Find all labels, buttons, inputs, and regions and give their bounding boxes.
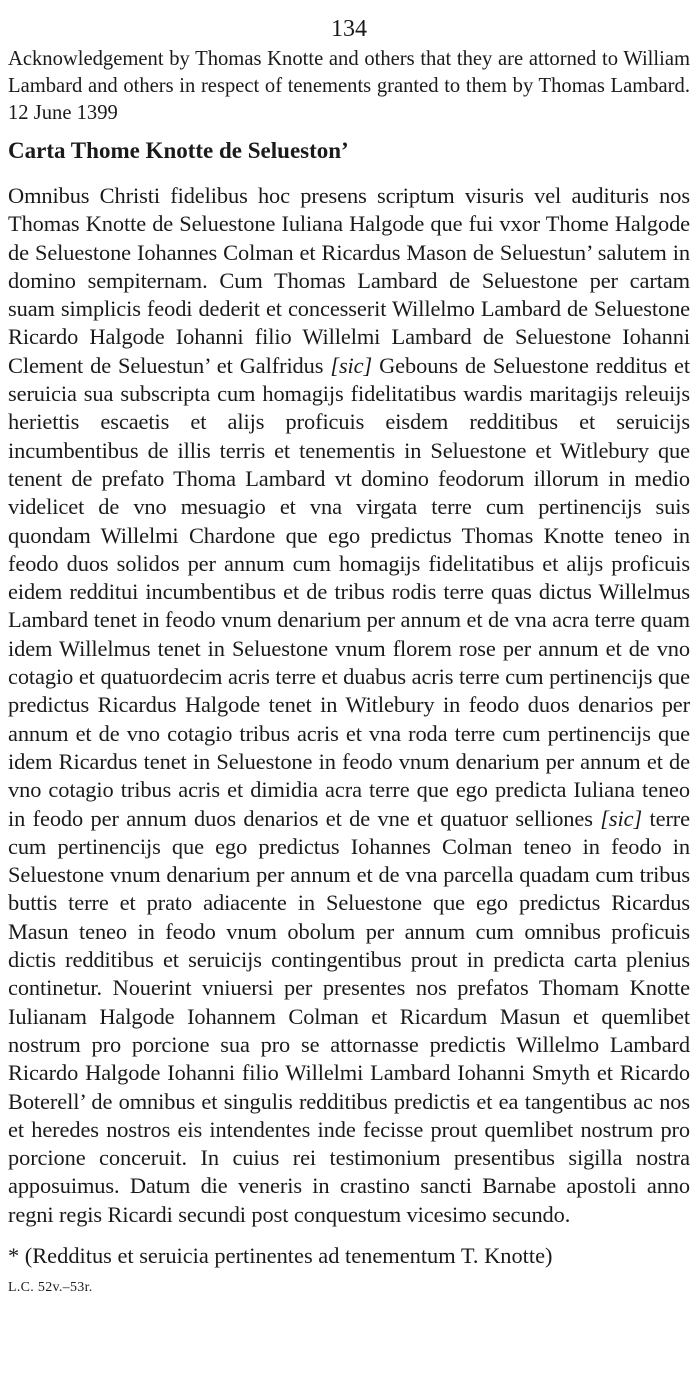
charter-text (8, 182, 690, 1229)
charter-text-part-2: Gebouns de Seluestone redditus et seruicia sua subscripta cum homagijs fidelitatibus wardis maritagijs releuijs heriettis escaetis et alijs proficuis eisdem redditibus et seruicijs incumbentibus de illis terris et tenementis in Seluestone et Witlebury que tenent de prefato Thoma Lambard vt domino feodorum illorum in medio videlicet de vno mesuagio et vna virgata terre cum pertinencijs suis quondam Willelmi Chardone que ego predictus Thomas Knotte teneo in feodo duos solidos per annum cum homagijs fidelitatibus et alijs proficuis eidem redditui incumbentibus et de tribus rodis terre quas dictus Willelmus Lambard tenet in feodo vnum denarium per annum et de vna acra terre quam idem Willelmus tenet in Seluestone vnum florem rose per annum et de vno cotagio et quatuordecim acris terre et duabus acris terre cum pertinencijs que predictus Ricardus Halgode tenet in Witlebury in feodo duos denarios per annum et de vno cotagio tribus acris et vna roda terre cum pertinencijs que idem Ricardus tenet in Seluestone in feodo vnum denarium per annum et de vno cotagio tribus acris et dimidia acra terre que ego predicta Iuliana teneo in feodo per annum duos denarios et de vne et quatuor selliones (8, 352, 691, 831)
charter-title: Carta Thome Knotte de Selueston’ (8, 138, 349, 163)
source-reference: L.C. 52v.–53r. (8, 1279, 93, 1295)
charter-text-part-1: Omnibus Christi fidelibus hoc presens scriptum visuris vel audituris nos Thomas Knotte de Seluestone Iuliana Halgode que fui vxor Thome Halgode de Seluestone Iohannes Colman et Ricardus Mason de Seluestun’ salutem in domino sempiternam. Cum Thomas Lambard de Seluestone per cartam suam simplicis feodi dederit et concesserit Willelmo Lambard de Seluestone Ricardo Halgode Iohanni filio Willelmi Lambard de Seluestone Iohanni Clement de Seluestun’ et Galfridus (8, 183, 690, 378)
page-number: 134 (331, 16, 367, 42)
marginal-note: * (Redditus et seruicia pertinentes ad tenementum T. Knotte) (8, 1242, 553, 1268)
charter-text-part-3: terre cum pertinencijs que ego predictus Iohannes Colman teneo in feodo in Seluestone vnum denarium per annum et de vna parcella quadam cum tribus buttis terre et prato adiacente in Seluestone que ego predictus Ricardus Masun teneo in feodo vnum obolum per annum cum omnibus proficuis dictis redditibus et seruicijs contingentibus prout in predicta carta plenius continetur. Nouerint vniuersi per presentes nos prefatos Thomam Knotte Iulianam Halgode Iohannem Colman et Ricardum Masun et quemlibet nostrum pro porcione sua pro se attornasse predictis Willelmo Lambard Ricardo Halgode Iohanni filio Willelmi Lambard Iohanni Smyth et Ricardo Boterell’ de omnibus et singulis redditibus predictis et ea tangentibus ac nos et heredes nostros eis intendentes inde fecisse prout quemlibet nostrum pro porcione conceruit. In cuius rei testimonium presentibus sigilla nostra apposuimus. Datum die veneris in crastino sancti Barnabe apostoli anno regni regis Ricardi secundi post conquestum vicesimo secundo. (8, 805, 690, 1227)
sic-note-1: [sic] (330, 352, 373, 378)
document-summary: Acknowledgement by Thomas Knotte and others that they are attorned to William Lambard and others in respect of tenements granted to them by Thomas Lambard. 12 June 1399 (8, 48, 690, 124)
sic-note-2: [sic] (600, 805, 643, 831)
